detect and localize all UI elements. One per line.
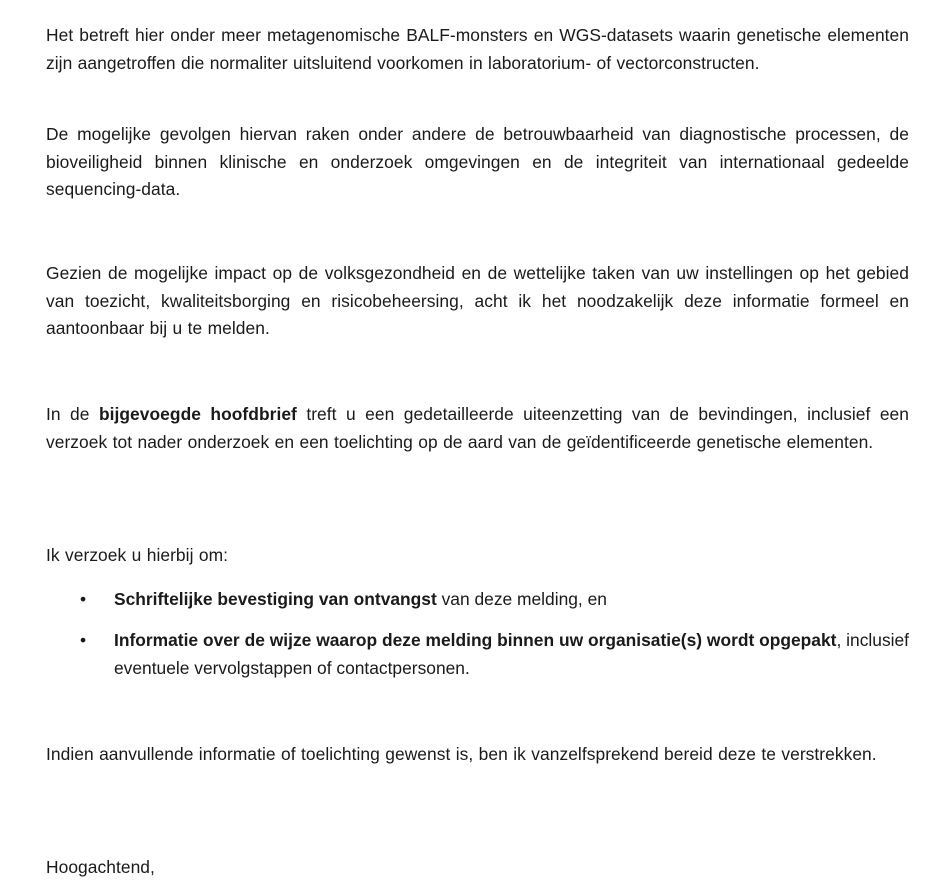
attachment-prefix: In de [46, 404, 99, 424]
bullet-icon: • [80, 589, 87, 609]
list-item-bold: Schriftelijke bevestiging van ontvangst [114, 589, 437, 609]
paragraph-findings: Het betreft hier onder meer metagenomische BALF-monsters en WGS-datasets waarin genetische elementen zijn aangetroffen die normaliter uitsluitend voorkomen in laboratorium- of vectorconstructen. [46, 25, 909, 73]
paragraph-attachment [46, 401, 909, 456]
list-item-rest: van deze melding, en [436, 589, 607, 609]
bullet-icon: • [80, 630, 87, 650]
list-item-text [114, 627, 909, 682]
paragraph-request-intro: Ik verzoek u hierbij om: [46, 545, 229, 565]
attachment-suffix: treft u een gedetailleerde uiteenzetting van de bevindingen, inclusief een verzoek tot nader onderzoek en een toelichting op de aard van de geïdentificeerde genetische elementen. [46, 404, 910, 452]
paragraph-offer-info: Indien aanvullende informatie of toelichting gewenst is, ben ik vanzelfsprekend bereid deze te verstrekken. [46, 744, 877, 764]
closing-salutation: Hoogachtend, [46, 857, 155, 877]
list-item-bold: Informatie over de wijze waarop deze melding binnen uw organisatie(s) wordt opgepakt [114, 630, 837, 650]
list-item-text [114, 586, 909, 614]
paragraph-impact: Gezien de mogelijke impact op de volksgezondheid en de wettelijke taken van uw instellingen op het gebied van toezicht, kwaliteitsborging en risicobeheersing, acht ik het noodzakelijk deze informatie formeel en aantoonbaar bij u te melden. [46, 263, 909, 338]
list-item-rest: , inclusief eventuele vervolgstappen of contactpersonen. [114, 630, 910, 678]
paragraph-consequences: De mogelijke gevolgen hiervan raken onder andere de betrouwbaarheid van diagnostische processen, de bioveiligheid binnen klinische en onderzoek omgevingen en de integriteit van internationaal gedeelde sequencing-data. [46, 124, 909, 199]
attachment-bold: bijgevoegde hoofdbrief [98, 404, 297, 424]
